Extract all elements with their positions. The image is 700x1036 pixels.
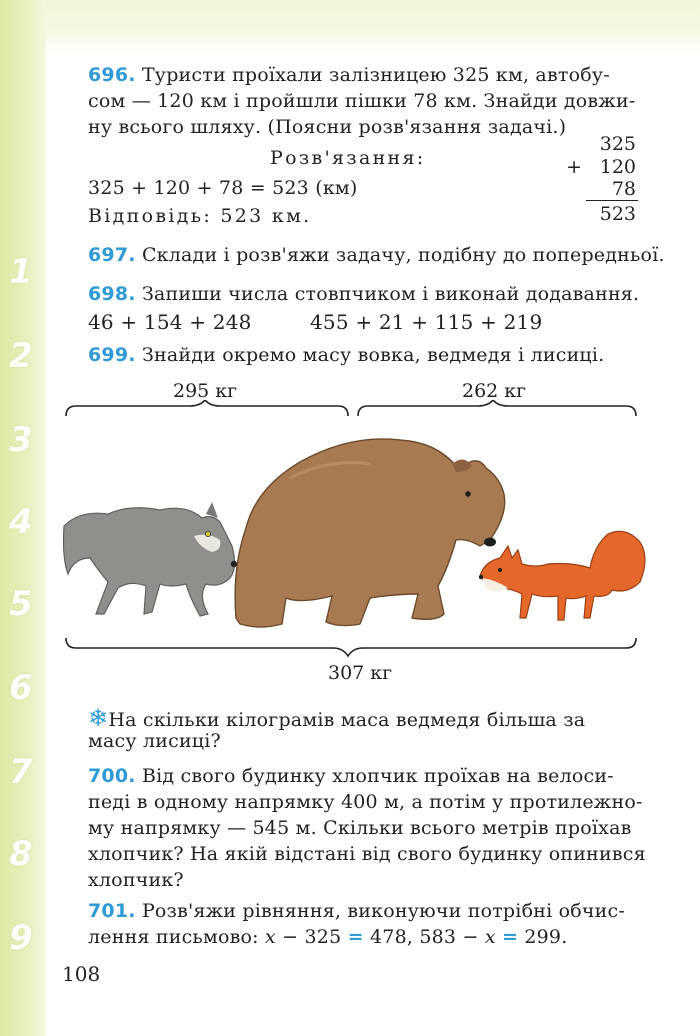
column-addend-1: 325	[599, 133, 636, 155]
equation-part: 299.	[518, 926, 568, 948]
problem-text: Знайди окремо масу вовка, ведмедя і лисиці.	[141, 344, 605, 366]
sidebar	[0, 0, 46, 1036]
column-addend-2: 120	[599, 156, 636, 178]
brace-left	[66, 400, 348, 416]
column-plus-sign: +	[566, 156, 582, 178]
problem-700-line2: педі в одному напрямку 400 м, а потім у протилежно-	[88, 791, 643, 813]
mass-label-total: 307 кг	[328, 662, 393, 684]
problem-text: Від свого будинку хлопчик проїхав на велоси-	[141, 765, 614, 787]
problem-700-line3: му напрямку — 545 м. Скільки всього метрів проїхав	[88, 817, 632, 839]
equals-sign: =	[347, 926, 364, 948]
problem-text: Розв'яжи рівняння, виконуючи потрібні обчис-	[141, 900, 625, 922]
equals-sign: =	[501, 926, 519, 948]
variable-x: x	[484, 926, 496, 948]
wolf-image	[64, 502, 238, 616]
animals-illustration	[60, 418, 650, 640]
bonus-question-line1	[88, 704, 585, 732]
problem-701-line1	[88, 900, 625, 922]
problem-698	[88, 283, 639, 305]
problem-number: 701.	[88, 900, 136, 922]
solution-equation: 325 + 120 + 78 = 523 (км)	[88, 177, 358, 199]
problem-697	[88, 244, 665, 266]
expression-2: 455 + 21 + 115 + 219	[310, 310, 543, 334]
sidebar-number: 8	[9, 834, 33, 874]
problem-text: Склади і розв'яжи задачу, подібну до попередньої.	[141, 244, 665, 266]
sidebar-number: 5	[9, 584, 33, 624]
problem-700-line1	[88, 765, 614, 787]
problem-696-line3: ну всього шляху. (Поясни розв'язання задачі.)	[88, 116, 567, 138]
bonus-question-line2: масу лисиці?	[88, 730, 221, 752]
mass-label-wolf-bear: 295 кг	[173, 380, 238, 402]
mass-label-bear-fox: 262 кг	[462, 380, 527, 402]
equation-part: 478, 583 −	[363, 926, 485, 948]
problem-text: Запиши числа стовпчиком і виконай додавання.	[141, 283, 640, 305]
column-addend-3: 78	[611, 178, 636, 200]
bear-image	[235, 439, 505, 627]
column-result: 523	[599, 203, 636, 225]
equation-prefix: лення письмово:	[88, 926, 265, 948]
brace-right	[358, 400, 636, 416]
bottom-brace	[60, 636, 650, 658]
sidebar-number: 4	[9, 502, 33, 542]
problem-701-equations	[88, 926, 567, 948]
problem-number: 699.	[88, 344, 136, 366]
expression-1: 46 + 154 + 248	[88, 310, 252, 334]
sidebar-number: 1	[9, 252, 33, 292]
sidebar-number: 9	[9, 918, 33, 958]
problem-696-line2: сом — 120 км і пройшли пішки 78 км. Знайди довжи-	[88, 90, 636, 112]
snowflake-icon: ❄	[88, 704, 109, 732]
equation-part: − 325	[275, 926, 348, 948]
sidebar-number: 2	[9, 336, 33, 376]
page-number: 108	[62, 962, 101, 986]
fox-image	[479, 531, 645, 620]
problem-number: 697.	[88, 244, 136, 266]
problem-700-line4: хлопчик? На якій відстані від свого будинку опинився	[88, 843, 646, 865]
column-sum-line	[586, 200, 638, 201]
bonus-text: На скільки кілограмів маса ведмедя більша за	[108, 709, 586, 731]
problem-number: 696.	[88, 64, 136, 86]
answer	[88, 205, 312, 227]
problem-number: 700.	[88, 765, 136, 787]
top-band	[0, 0, 700, 52]
answer-text: Відповідь: 523 км.	[88, 205, 312, 227]
sidebar-number: 6	[9, 668, 33, 708]
problem-696-line1	[88, 64, 610, 86]
problem-text: Туристи проїхали залізницею 325 км, автобу-	[141, 64, 610, 86]
problem-number: 698.	[88, 283, 136, 305]
solution-label: Розв'язання:	[270, 147, 426, 169]
problem-699	[88, 344, 604, 366]
variable-x: x	[264, 926, 276, 948]
problem-700-line5: хлопчик?	[88, 869, 184, 891]
sidebar-number: 3	[9, 420, 33, 460]
sidebar-number: 7	[9, 752, 33, 792]
